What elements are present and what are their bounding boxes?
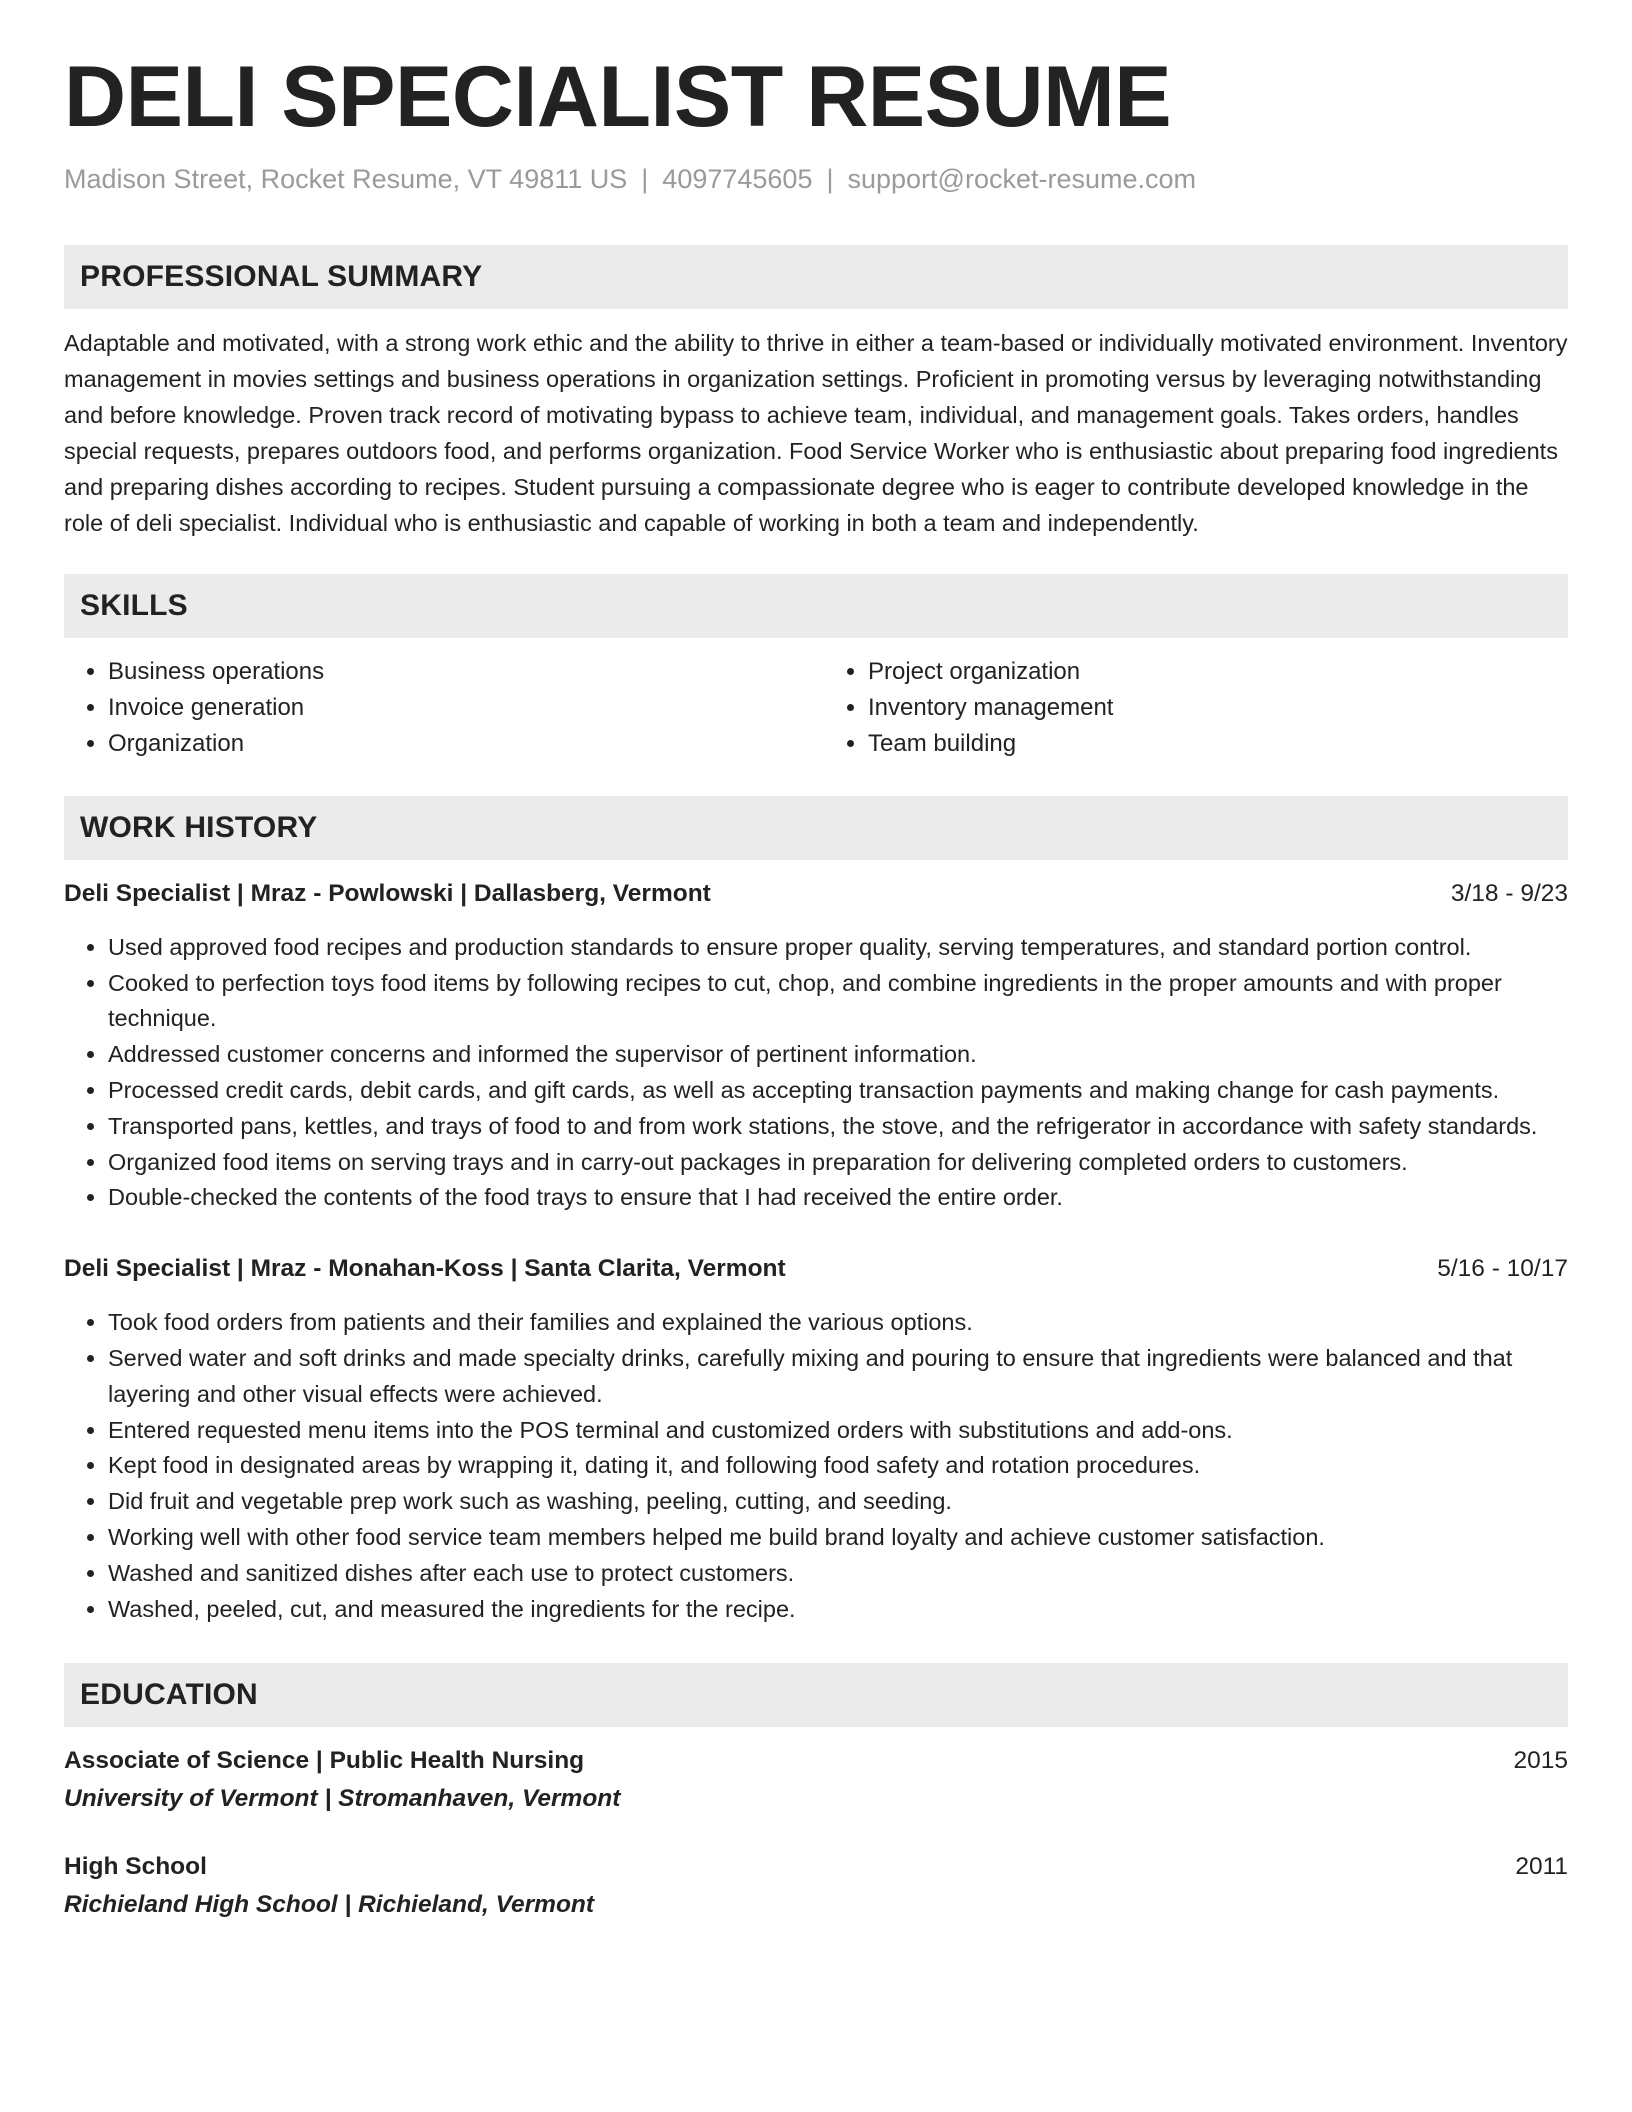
job-bullet: • Addressed customer concerns and informed the supervisor of pertinent information. <box>108 1037 1568 1073</box>
education-header <box>64 1743 1568 1779</box>
job-dates: 5/16 - 10/17 <box>1437 1255 1568 1283</box>
job-bullet: • Double-checked the contents of the food trays to ensure that I had received the entire order. <box>108 1180 1568 1216</box>
job-title: Deli Specialist | Mraz - Powlowski | Dallasberg, Vermont <box>64 879 711 907</box>
education-header <box>64 1849 1568 1885</box>
education-school: University of Vermont | Stromanhaven, Vermont <box>64 1785 621 1813</box>
resume-title: DELI SPECIALIST RESUME <box>64 49 1172 145</box>
education-year: 2015 <box>1513 1747 1568 1775</box>
job-entry <box>64 1251 1568 1627</box>
contact-separator: | <box>641 163 649 194</box>
skill-item: • Team building <box>868 726 1568 762</box>
job-bullet: • Used approved food recipes and production standards to ensure proper quality, serving temperatures, and standard portion control. <box>108 930 1568 966</box>
job-bullets <box>64 1305 1568 1627</box>
contact-email: support@rocket-resume.com <box>847 163 1197 194</box>
education-degree: Associate of Science | Public Health Nursing <box>64 1747 585 1775</box>
skill-item: • Inventory management <box>868 690 1568 726</box>
section-heading-work: WORK HISTORY <box>64 796 1568 860</box>
section-heading-skills: SKILLS <box>64 574 1568 638</box>
job-title: Deli Specialist | Mraz - Monahan-Koss | Santa Clarita, Vermont <box>64 1255 786 1283</box>
job-header <box>64 876 1568 912</box>
education-degree: High School <box>64 1853 207 1881</box>
education-entry <box>64 1849 1568 1925</box>
section-heading-education: EDUCATION <box>64 1663 1568 1727</box>
job-bullet: • Did fruit and vegetable prep work such as washing, peeling, cutting, and seeding. <box>108 1484 1568 1520</box>
skills-column-right <box>824 654 1568 762</box>
skill-item: • Project organization <box>868 654 1568 690</box>
summary-text: Adaptable and motivated, with a strong work ethic and the ability to thrive in either a team-based or individually motivated environment. Inventory management in movies settings and business operations in organization settings. Proficient in promoting versus by leveraging notwithstanding and before knowledge. Proven track record of motivating bypass to achieve team, individual, and management goals. Takes orders, handles special requests, prepares outdoors food, and performs organization. Food Service Worker who is enthusiastic about preparing food ingredients and preparing dishes according to recipes. Student pursuing a compassionate degree who is eager to contribute developed knowledge in the role of deli specialist. Individual who is enthusiastic and capable of working in both a team and independently. <box>64 329 1568 536</box>
section-heading-summary: PROFESSIONAL SUMMARY <box>64 245 1568 309</box>
job-bullet: • Organized food items on serving trays and in carry-out packages in preparation for delivering completed orders to customers. <box>108 1145 1568 1181</box>
contact-line <box>64 162 1568 197</box>
job-bullet: • Served water and soft drinks and made specialty drinks, carefully mixing and pouring to ensure that ingredients were balanced and that layering and other visual effects were achieved. <box>108 1341 1568 1413</box>
skill-item: • Invoice generation <box>108 690 808 726</box>
education-entry <box>64 1743 1568 1819</box>
job-bullet: • Kept food in designated areas by wrapping it, dating it, and following food safety and rotation procedures. <box>108 1448 1568 1484</box>
education-year: 2011 <box>1515 1853 1568 1881</box>
contact-address: Madison Street, Rocket Resume, VT 49811 US <box>64 163 628 194</box>
job-bullet: • Washed, peeled, cut, and measured the ingredients for the recipe. <box>108 1592 1568 1628</box>
job-bullet: • Entered requested menu items into the POS terminal and customized orders with substitutions and add-ons. <box>108 1413 1568 1449</box>
skills-list <box>64 654 1568 762</box>
job-bullet: • Washed and sanitized dishes after each use to protect customers. <box>108 1556 1568 1592</box>
skill-item: • Organization <box>108 726 808 762</box>
job-bullet: • Took food orders from patients and their families and explained the various options. <box>108 1305 1568 1341</box>
job-bullet: • Processed credit cards, debit cards, and gift cards, as well as accepting transaction payments and making change for cash payments. <box>108 1073 1568 1109</box>
contact-separator: | <box>826 163 834 194</box>
job-bullet: • Cooked to perfection toys food items by following recipes to cut, chop, and combine ingredients in the proper amounts and with proper technique. <box>108 966 1568 1038</box>
job-bullets <box>64 930 1568 1216</box>
job-entry <box>64 876 1568 1216</box>
job-bullet: • Transported pans, kettles, and trays of food to and from work stations, the stove, and the refrigerator in accordance with safety standards. <box>108 1109 1568 1145</box>
contact-phone: 4097745605 <box>662 163 813 194</box>
skills-column-left <box>64 654 808 762</box>
education-school: Richieland High School | Richieland, Vermont <box>64 1891 595 1919</box>
job-bullet: • Working well with other food service team members helped me build brand loyalty and achieve customer satisfaction. <box>108 1520 1568 1556</box>
skill-item: • Business operations <box>108 654 808 690</box>
job-header <box>64 1251 1568 1287</box>
job-dates: 3/18 - 9/23 <box>1450 879 1568 907</box>
